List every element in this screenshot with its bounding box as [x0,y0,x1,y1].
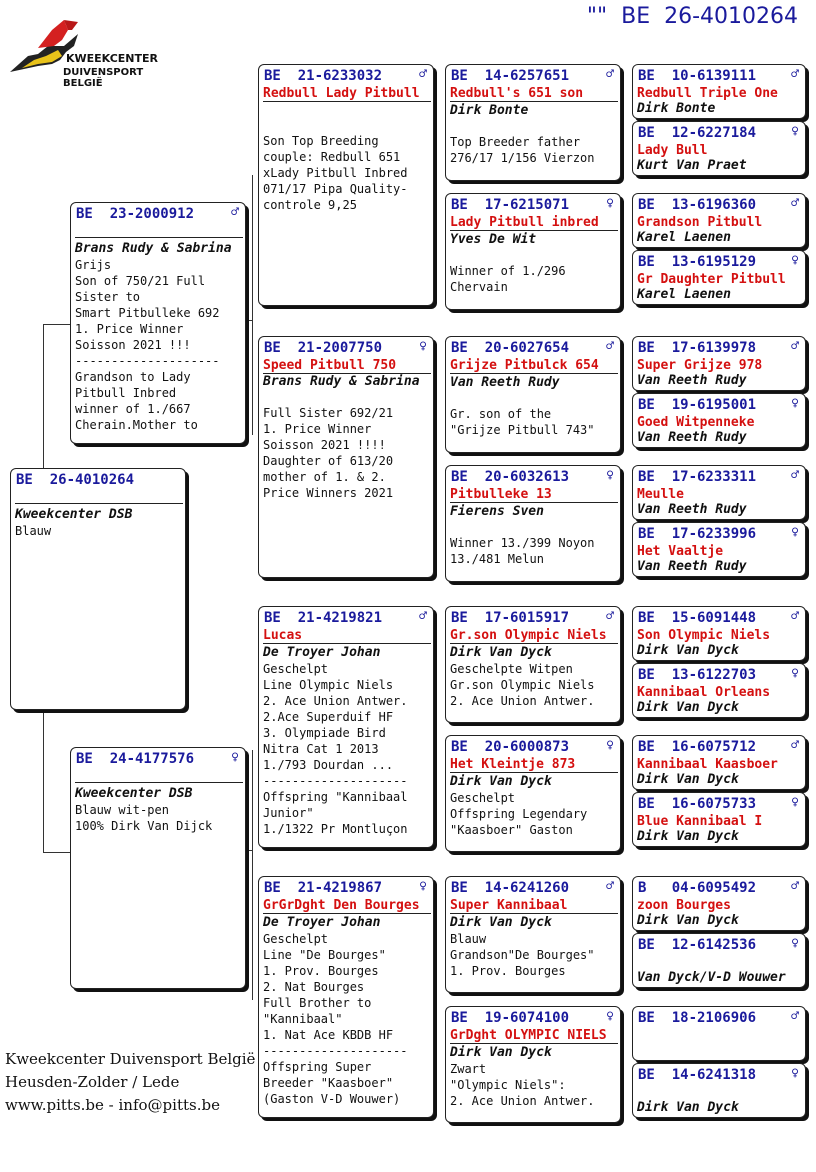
pigeon-name: Pitbulleke 13 [450,487,618,503]
pigeon-card-gen3[interactable] [445,735,621,852]
pigeon-name: Kannibaal Kaasboer [637,757,778,772]
connector-line [245,320,253,321]
owner-name: Dirk Van Dyck [450,645,552,660]
male-icon: ♂ [791,339,799,354]
header-ring-number: "" BE 26-4010264 [586,4,798,29]
ring-number: BE 12-6142536 [638,937,757,953]
female-icon: ♀ [791,396,799,411]
owner-name: Dirk Van Dyck [637,772,739,787]
male-icon: ♂ [419,67,427,82]
ring-number: BE 19-6074100 [451,1010,570,1026]
pigeon-name: Super Kannibaal [450,898,618,914]
pigeon-info: Blauw wit-pen 100% Dirk Van Dijck [75,803,213,833]
pigeon-card-gen4[interactable] [632,250,806,305]
ring-number: BE 21-4219821 [264,610,383,626]
male-icon: ♂ [791,196,799,211]
ring-number: BE 23-2000912 [76,206,195,222]
pigeon-info: Geschelpt Offspring Legendary "Kaasboer" Gaston [450,791,588,837]
pigeon-info: Blauw [15,524,52,538]
owner-name: Karel Laenen [637,230,731,245]
owner-name: Fierens Sven [450,504,544,519]
pigeon-info: Top Breeder father 276/17 1/156 Vierzon [450,135,595,165]
pigeon-name: Gr.son Olympic Niels [450,628,618,644]
pigeon-name [15,489,183,504]
pigeon-card-gen4[interactable] [632,933,806,988]
ring-number: BE 16-6075712 [638,739,757,755]
ring-number: BE 19-6195001 [638,397,757,413]
pigeon-card-gen3[interactable] [445,465,621,582]
footer-website-link[interactable]: www.pitts.be - info@pitts.be [5,1096,220,1114]
ring-number: BE 14-6241260 [451,880,570,896]
ring-number: BE 13-6122703 [638,667,757,683]
pigeon-name: Grijze Pitbulck 654 [450,358,618,374]
pigeon-name: Redbull's 651 son [450,86,618,102]
pigeon-name: Meulle [637,487,684,502]
female-icon: ♀ [791,795,799,810]
connector-line [252,750,253,1000]
pigeon-name [75,768,243,783]
pigeon-name: Grandson Pitbull [637,215,763,230]
pigeon-name [75,223,243,238]
footer-company-name: Kweekcenter Duivensport België [5,1050,256,1068]
owner-name: De Troyer Johan [263,915,381,930]
female-icon: ♀ [606,738,614,753]
owner-name: Dirk Van Dyck [637,1100,739,1115]
owner-name: Dirk Van Dyck [637,700,739,715]
owner-name: Dirk Bonte [450,103,529,118]
pigeon-name: GrDght OLYMPIC NIELS [450,1028,618,1044]
ring-number: BE 21-6233032 [264,68,383,84]
pigeon-card-gen4[interactable] [632,735,806,790]
pigeon-info: Geschelpte Witpen Gr.son Olympic Niels 2. Ace Union Antwer. [450,662,595,708]
connector-line [43,324,70,325]
female-icon: ♀ [791,525,799,540]
pigeon-name: Redbull Lady Pitbull [263,86,431,102]
female-icon: ♀ [791,253,799,268]
connector-line [43,710,44,852]
female-icon: ♀ [231,750,239,765]
pigeon-card-gen4[interactable] [632,465,806,520]
pigeon-name: Lady Bull [637,143,708,158]
pigeon-name: Lady Pitbull inbred [450,215,618,231]
female-icon: ♀ [791,1066,799,1081]
ring-number: BE 10-6139111 [638,68,757,84]
female-icon: ♀ [791,666,799,681]
pigeon-name: Blue Kannibaal I [637,814,763,829]
pigeon-card-gen3[interactable] [445,606,621,723]
pigeon-card-gen4[interactable] [632,64,806,119]
ring-number: BE 17-6015917 [451,610,570,626]
owner-name: Dirk Bonte [637,101,716,116]
pigeon-card-gen4[interactable] [632,876,806,931]
ring-number: BE 20-6027654 [451,340,570,356]
owner-name: Kurt Van Praet [637,158,747,173]
pigeon-info: Son Top Breeding couple: Redbull 651 xLady Pitbull Inbred 071/17 Pipa Quality- controle 9,25 [263,134,408,212]
ring-number: BE 13-6195129 [638,254,757,270]
ring-number: BE 17-6215071 [451,197,570,213]
ring-number: BE 14-6241318 [638,1067,757,1083]
ring-number: BE 16-6075733 [638,796,757,812]
pigeon-info: Geschelpt Line Olympic Niels 2. Ace Union Antwer. 2.Ace Superduif HF 3. Olympiade Bird Nitra Cat 1 2013 1./793 Dourdan ... -------------------- Offspring "Kannibaal Junior" 1./1322 Pr Montluçon [263,662,408,836]
pigeon-name: Het Vaaltje [637,544,724,559]
male-icon: ♂ [606,67,614,82]
pigeon-name: Son Olympic Niels [637,628,771,643]
pigeon-info: Winner 13./399 Noyon 13./481 Melun [450,536,595,566]
ring-number: BE 21-4219867 [264,880,383,896]
owner-name: Van Reeth Rudy [637,430,747,445]
pigeon-name: Gr Daughter Pitbull [637,272,786,287]
connector-line [245,850,253,851]
logo-text-line1: KWEEKCENTER [66,52,158,65]
owner-name: Van Reeth Rudy [637,502,747,517]
pigeon-card-gen4[interactable] [632,522,806,577]
pigeon-name: Het Kleintje 873 [450,757,618,773]
female-icon: ♀ [419,879,427,894]
owner-name: Dirk Van Dyck [450,1045,552,1060]
pigeon-card-gen2[interactable] [258,876,434,1118]
male-icon: ♂ [791,879,799,894]
ring-number: BE 26-4010264 [16,472,135,488]
owner-name: Dirk Van Dyck [637,829,739,844]
owner-name: Van Dyck/V-D Wouwer [637,970,786,985]
connector-line [252,175,253,435]
owner-name: Dirk Van Dyck [637,913,739,928]
pigeon-name: Redbull Triple One [637,86,778,101]
owner-name: De Troyer Johan [263,645,381,660]
ring-number: BE 15-6091448 [638,610,757,626]
owner-name: Dirk Van Dyck [637,643,739,658]
ring-number: BE 12-6227184 [638,125,757,141]
pigeon-card-gen4[interactable] [632,1006,806,1061]
male-icon: ♂ [791,468,799,483]
male-icon: ♂ [791,67,799,82]
pigeon-card-gen4[interactable] [632,663,806,718]
female-icon: ♀ [606,468,614,483]
pigeon-info: Grijs Son of 750/21 Full Sister to Smart Pitbulleke 692 1. Price Winner Soisson 2021 !!! -------------------- Grandson to Lady Pitbull Inbred winner of 1./667 Cherain.Mother to [75,258,220,432]
owner-name: Karel Laenen [637,287,731,302]
ring-number: BE 17-6233996 [638,526,757,542]
pigeon-card-gen4[interactable] [632,606,806,661]
ring-number: BE 24-4177576 [76,751,195,767]
pigeon-card-gen4[interactable] [632,121,806,176]
owner-name: Van Reeth Rudy [450,375,560,390]
ring-number: BE 20-6032613 [451,469,570,485]
pigeon-card-gen3[interactable] [445,1006,621,1123]
pigeon-card-mother[interactable] [70,747,246,989]
pigeon-info: Full Sister 692/21 1. Price Winner Soisson 2021 !!!! Daughter of 613/20 mother of 1. & 2. Price Winners 2021 [263,406,394,500]
pigeon-card-gen4[interactable] [632,1063,806,1118]
pigeon-name: Super Grijze 978 [637,358,763,373]
pigeon-card-gen4[interactable] [632,336,806,391]
male-icon: ♂ [791,738,799,753]
pigeon-card-gen4[interactable] [632,393,806,448]
pigeon-name: GrGrDght Den Bourges [263,898,431,914]
kweekcenter-logo [8,16,178,89]
female-icon: ♀ [606,196,614,211]
male-icon: ♂ [231,205,239,220]
female-icon: ♀ [419,339,427,354]
pigeon-card-father[interactable] [70,202,246,444]
pigeon-card-main[interactable] [10,468,186,710]
ring-number: BE 17-6233311 [638,469,757,485]
pigeon-card-gen4[interactable] [632,792,806,847]
male-icon: ♂ [606,339,614,354]
owner-name: Van Reeth Rudy [637,559,747,574]
male-icon: ♂ [606,879,614,894]
pigeon-card-gen4[interactable] [632,193,806,248]
male-icon: ♂ [791,609,799,624]
pigeon-card-gen3[interactable] [445,193,621,310]
pigeon-card-gen2[interactable] [258,64,434,306]
pigeon-name: Kannibaal Orleans [637,685,771,700]
ring-number: BE 17-6139978 [638,340,757,356]
pigeon-name: Goed Witpenneke [637,415,755,430]
owner-name: Kweekcenter DSB [75,786,193,801]
pigeon-card-gen3[interactable] [445,64,621,181]
pigeon-info: Blauw Grandson"De Bourges" 1. Prov. Bourges [450,932,595,978]
pigeon-card-gen2[interactable] [258,336,434,578]
ring-number: BE 21-2007750 [264,340,383,356]
female-icon: ♀ [791,124,799,139]
pigeon-info: Gr. son of the "Grijze Pitbull 743" [450,407,595,437]
pigeon-name: zoon Bourges [637,898,731,913]
owner-name: Van Reeth Rudy [637,373,747,388]
male-icon: ♂ [791,1009,799,1024]
owner-name: Kweekcenter DSB [15,507,133,522]
owner-name: Brans Rudy & Sabrina [263,374,420,389]
ring-number: BE 18-2106906 [638,1010,757,1026]
owner-name: Yves De Wit [450,232,537,247]
pigeon-card-gen3[interactable] [445,336,621,453]
pigeon-name: Lucas [263,628,431,644]
connector-line [43,324,44,468]
pigeon-card-gen3[interactable] [445,876,621,993]
pigeon-info: Zwart "Olympic Niels": 2. Ace Union Antwer. [450,1062,595,1108]
ring-number: BE 14-6257651 [451,68,570,84]
ring-number: B 04-6095492 [638,880,757,896]
pigeon-name: Speed Pitbull 750 [263,358,431,374]
ring-number: BE 13-6196360 [638,197,757,213]
male-icon: ♂ [606,609,614,624]
pigeon-info: Winner of 1./296 Chervain [450,264,566,294]
female-icon: ♀ [791,936,799,951]
connector-line [43,852,70,853]
footer-location: Heusden-Zolder / Lede [5,1073,180,1091]
male-icon: ♂ [419,609,427,624]
owner-name: Dirk Van Dyck [450,915,552,930]
female-icon: ♀ [606,1009,614,1024]
ring-number: BE 20-6000873 [451,739,570,755]
logo-text-line2: DUIVENSPORT BELGIË [63,67,144,89]
pigeon-card-gen2[interactable] [258,606,434,848]
pigeon-info: Geschelpt Line "De Bourges" 1. Prov. Bourges 2. Nat Bourges Full Brother to "Kannibaal" 1. Nat Ace KBDB HF -------------------- Offspring Super Breeder "Kaasboer" (Gaston V-D Wouwer) [263,932,408,1106]
owner-name: Dirk Van Dyck [450,774,552,789]
owner-name: Brans Rudy & Sabrina [75,241,232,256]
